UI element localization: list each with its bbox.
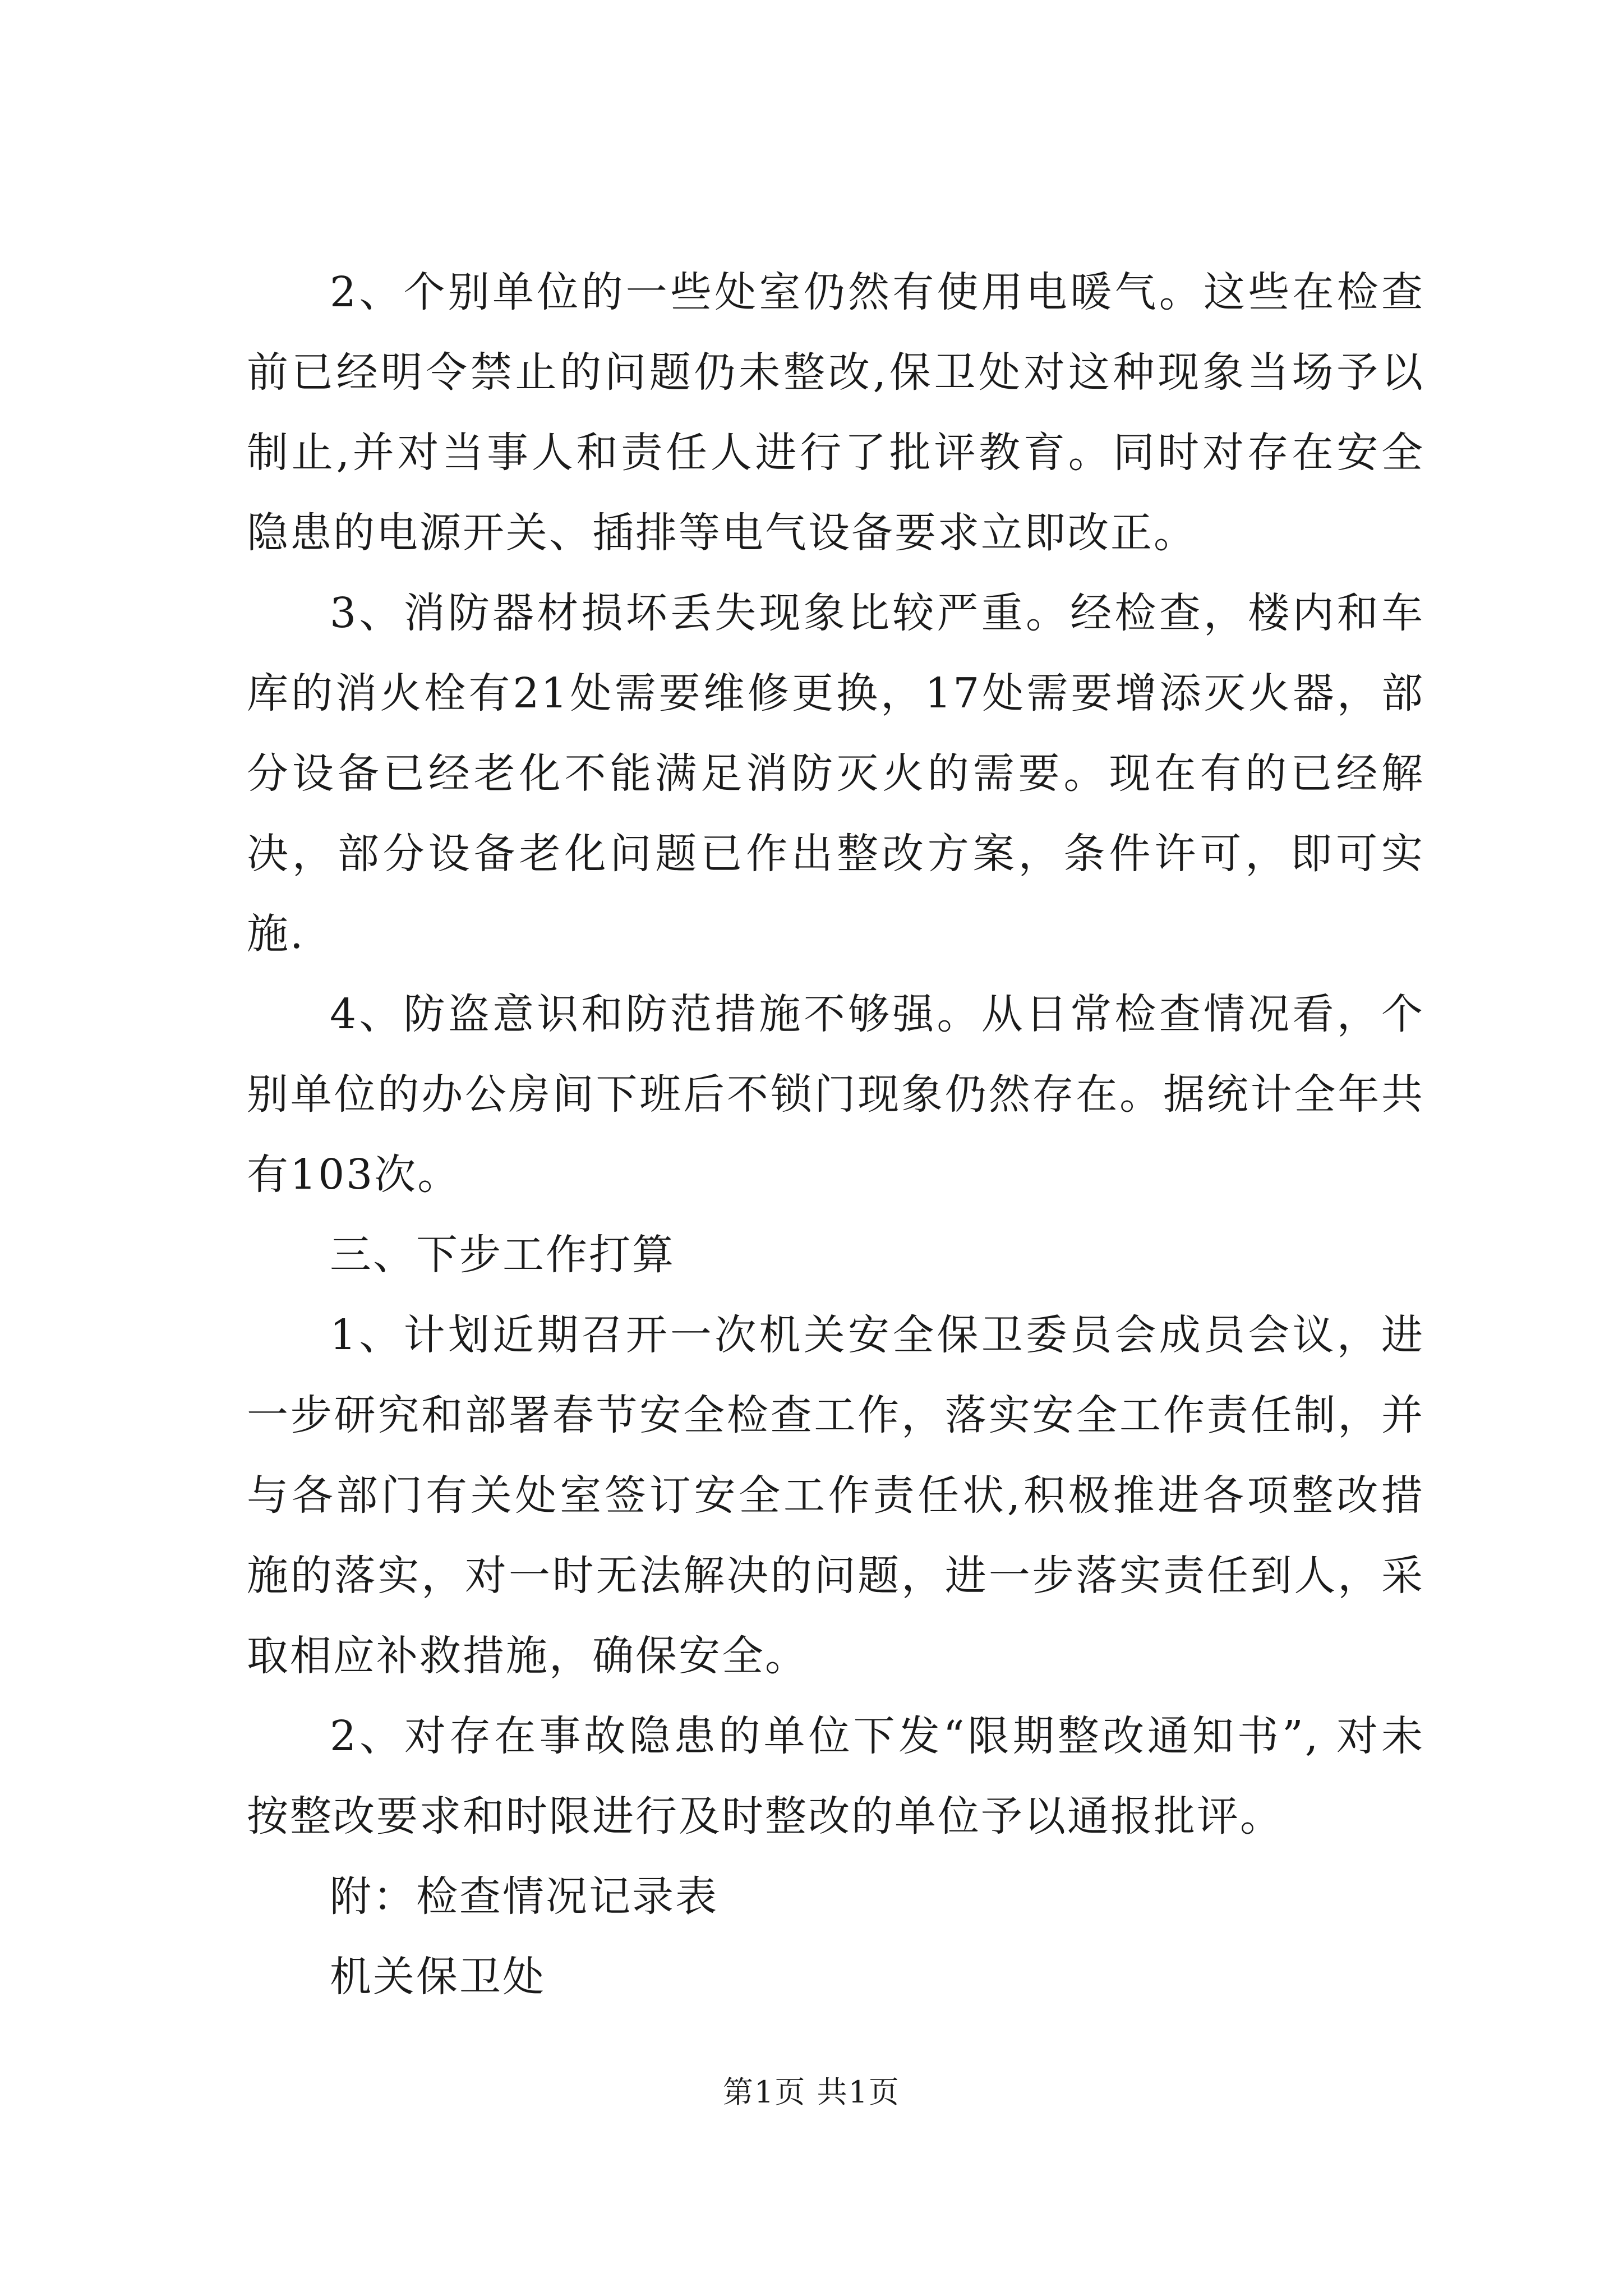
section-heading-next-steps: 三、下步工作打算 <box>330 1231 675 1279</box>
signature-department: 机关保卫处 <box>330 1953 546 2001</box>
document-body <box>247 252 1424 2017</box>
paragraph-fire-equipment: 3、消防器材损坏丢失现象比较严重。经检查，楼内和车库的消火栓有21处需要维修更换，17处需要增添灭火器，部分设备已经老化不能满足消防灭火的需要。现在有的已经解决，部分设备老化问题已作出整改方案，条件许可，即可实施. <box>247 589 1424 958</box>
paragraph-plan-meeting: 1、计划近期召开一次机关安全保卫委员会成员会议，进一步研究和部署春节安全检查工作，落实安全工作责任制，并与各部门有关处室签订安全工作责任状,积极推进各项整改措施的落实，对一时无法解决的问题，进一步落实责任到人，采取相应补救措施，确保安全。 <box>247 1311 1424 1680</box>
attachment-line: 附：检查情况记录表 <box>330 1872 718 1921</box>
paragraph-theft-prevention: 4、防盗意识和防范措施不够强。从日常检查情况看，个别单位的办公房间下班后不锁门现象仍然存在。据统计全年共有103次。 <box>247 990 1424 1199</box>
paragraph-rectification-notice: 2、对存在事故隐患的单位下发“限期整改通知书”, 对未按整改要求和时限进行及时整改的单位予以通报批评。 <box>247 1712 1424 1841</box>
page-footer: 第1页 共1页 <box>723 2074 900 2110</box>
paragraph-electric-heater: 2、个别单位的一些处室仍然有使用电暖气。这些在检查前已经明令禁止的问题仍未整改,保卫处对这种现象当场予以制止,并对当事人和责任人进行了批评教育。同时对存在安全隐患的电源开关、插排等电气设备要求立即改正。 <box>247 268 1424 557</box>
